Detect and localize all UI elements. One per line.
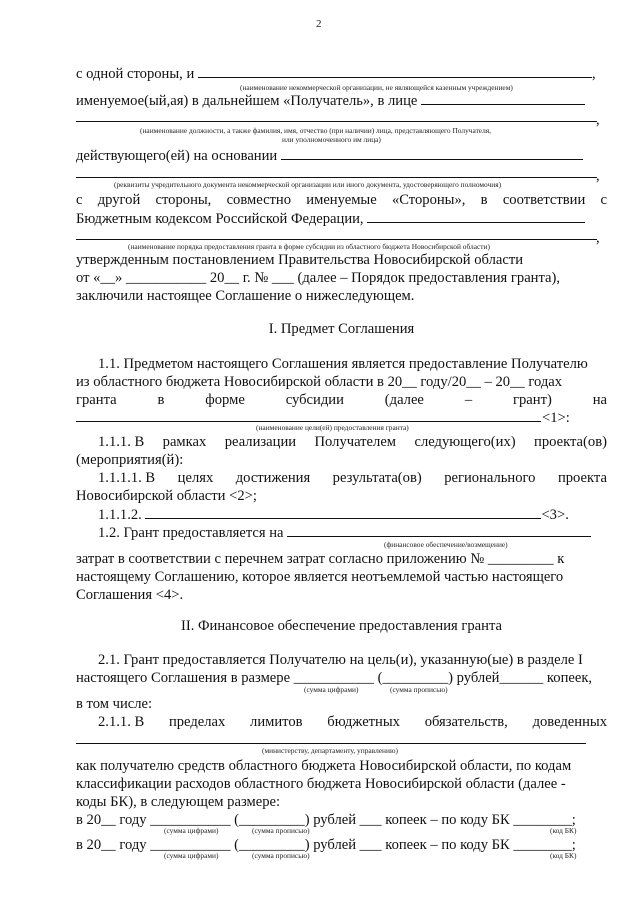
doc-word: в [157, 392, 165, 408]
doc-line [76, 91, 607, 110]
field-note: (сумма цифрами) [164, 826, 219, 835]
doc-word: 1.1.1. В [98, 434, 145, 450]
field-note: или уполномоченного им лица) [282, 135, 381, 144]
doc-line [76, 391, 607, 409]
doc-word: 2.1.1. В [98, 714, 145, 730]
field-note: (наименование цели(ей) предоставления гранта) [256, 423, 409, 432]
doc-line: заключили настоящее Соглашение о нижеследующем. [76, 288, 415, 304]
doc-word: соответствии [502, 192, 586, 208]
blank-line [76, 121, 597, 122]
doc-line: коды БК), в следующем размере: [76, 794, 281, 810]
doc-word: гранта [76, 392, 117, 408]
blank-line [76, 743, 586, 744]
field-note: (сумма прописью) [252, 851, 310, 860]
doc-word: проекта [557, 470, 607, 486]
doc-text: , [591, 66, 596, 82]
doc-word: следующего(их) [414, 434, 516, 450]
doc-line [76, 713, 607, 731]
doc-word: достижения [235, 470, 311, 486]
doc-line: 2.1. Грант предоставляется Получателю на цель(и), указанную(ые) в разделе I [98, 652, 583, 668]
field-note: (сумма прописью) [252, 826, 310, 835]
doc-word: (далее [384, 392, 424, 408]
doc-word: обязательств, [424, 714, 508, 730]
blank-line [76, 177, 597, 178]
field-note: (наименование должности, а также фамилия, имя, отчество (при наличии) лица, представляющего Получателя, [140, 126, 492, 135]
doc-line: в том числе: [76, 696, 153, 712]
doc-line: в 20__ году ___________ (_________) рублей ___ копеек – по коду БК ________; [76, 812, 576, 828]
doc-word: целях [177, 470, 214, 486]
doc-line [76, 146, 607, 165]
doc-line: классификации расходов областного бюджета Новосибирской области (далее - [76, 776, 566, 792]
doc-line: Новосибирской области <2>; [76, 488, 257, 504]
doc-word: регионального [444, 470, 536, 486]
doc-line: затрат в соответствии с перечнем затрат согласно приложению № _________ к [76, 551, 565, 567]
doc-line: настоящему Соглашению, которое является неотъемлемой частью настоящего [76, 569, 564, 585]
doc-word: – [464, 392, 473, 408]
field-note: (министерству, департаменту, управлению) [262, 746, 398, 755]
doc-text: действующего(ей) на основании [76, 148, 278, 164]
doc-text: , [596, 168, 600, 184]
doc-word: с [600, 192, 607, 208]
doc-word: бюджетных [327, 714, 400, 730]
doc-line: как получателю средств областного бюджета Новосибирской области, по кодам [76, 758, 572, 774]
doc-word: стороны, [155, 192, 212, 208]
doc-line [76, 469, 607, 487]
doc-line: в 20__ году ___________ (_________) рублей ___ копеек – по коду БК ________; [76, 837, 576, 853]
doc-line [76, 191, 607, 209]
field-note: (сумма цифрами) [164, 851, 219, 860]
doc-word: грант) [513, 392, 552, 408]
doc-line: 1.1. Предметом настоящего Соглашения является предоставление Получателю [98, 356, 588, 372]
page-number: 2 [316, 18, 322, 30]
doc-word: на [592, 392, 607, 408]
doc-line: из областного бюджета Новосибирской области в 20__ году/20__ – 20__ годах [76, 374, 563, 390]
doc-text: именуемое(ый,ая) в дальнейшем «Получатель», в лице [76, 93, 418, 109]
doc-word: реализации [224, 434, 297, 450]
doc-word: результата(ов) [332, 470, 422, 486]
doc-text: <3>. [541, 507, 569, 523]
doc-text: Бюджетным кодексом Российской Федерации, [76, 211, 364, 227]
field-note: (наименование некоммерческой организации, не являющейся казенным учреждением) [240, 83, 513, 92]
blank-line [281, 146, 583, 160]
doc-word: форме [205, 392, 245, 408]
doc-line [76, 505, 607, 524]
section-title: II. Финансовое обеспечение предоставления гранта [181, 618, 502, 634]
field-note: (наименование порядка предоставления гранта в форме субсидии из областного бюджета Новосибирской области) [128, 242, 490, 251]
blank-line [421, 91, 585, 105]
doc-word: рамках [162, 434, 207, 450]
doc-text: , [596, 230, 600, 246]
blank-line [367, 209, 585, 223]
doc-word: проекта(ов) [534, 434, 607, 450]
doc-word: лимитов [250, 714, 303, 730]
doc-word: пределах [168, 714, 226, 730]
field-note: (реквизиты учредительного документа некоммерческой организации или иного документа, удостоверяющего полномочия) [114, 180, 502, 189]
blank-line [198, 64, 592, 78]
doc-line: от «__» ___________ 20__ г. № ___ (далее – Порядок предоставления гранта), [76, 270, 561, 286]
doc-line [76, 433, 607, 451]
doc-line [76, 523, 607, 542]
field-note: (код БК) [550, 851, 577, 860]
doc-word: другой [97, 192, 141, 208]
blank-line [76, 239, 597, 240]
field-note: (код БК) [550, 826, 577, 835]
doc-word: с [76, 192, 83, 208]
doc-word: в [480, 192, 488, 208]
doc-text: 1.2. Грант предоставляется на [98, 525, 284, 541]
doc-line: настоящего Соглашения в размере ___________ (_________) рублей______ копеек, [76, 670, 593, 686]
doc-word: субсидии [285, 392, 344, 408]
doc-line [76, 64, 607, 83]
doc-text: <1>: [542, 410, 570, 426]
blank-line [76, 421, 541, 422]
section-title: I. Предмет Соглашения [268, 321, 415, 337]
doc-line: утвержденным постановлением Правительства Новосибирской области [76, 252, 524, 268]
field-note: (сумма цифрами) [304, 685, 359, 694]
doc-text: , [596, 112, 600, 128]
doc-line: (мероприятия(й): [76, 452, 184, 468]
doc-word: «Стороны», [391, 192, 466, 208]
field-note: (сумма прописью) [390, 685, 448, 694]
field-note: (финансовое обеспечение/возмещение) [384, 540, 508, 549]
doc-text: с одной стороны, и [76, 66, 195, 82]
doc-line: Соглашения <4>. [76, 587, 184, 603]
doc-word: именуемые [306, 192, 377, 208]
doc-word: доведенных [532, 714, 607, 730]
doc-word: совместно [226, 192, 292, 208]
doc-word: Получателем [314, 434, 397, 450]
blank-line [145, 505, 541, 519]
doc-text: 1.1.1.2. [98, 507, 142, 523]
blank-line [287, 523, 591, 537]
doc-line [76, 209, 607, 228]
doc-word: 1.1.1.1. В [98, 470, 156, 486]
